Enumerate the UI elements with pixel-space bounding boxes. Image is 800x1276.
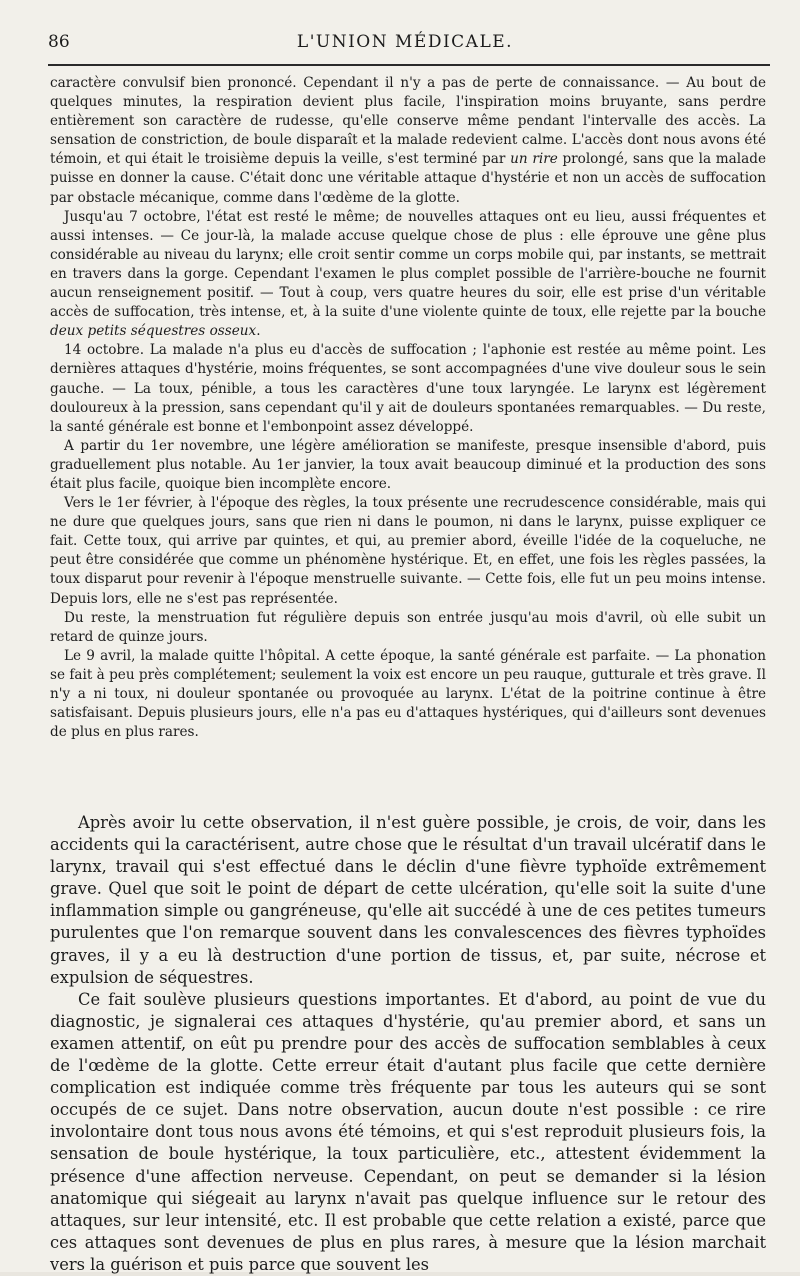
case-paragraph: A partir du 1er novembre, une légère amélioration se manifeste, presque insensible d'abord, puis graduellement plus notable. Au 1er janvier, la toux avait beaucoup diminué et la production des sons était plus facile, quoique bien incomplète encore. xyxy=(50,437,766,492)
commentary-paragraph: Ce fait soulève plusieurs questions importantes. Et d'abord, au point de vue du diagnostic, je signalerai ces attaques d'hystérie, qu'au premier abord, et sans un examen attentif, on eût pu prendre pour des accès de suffocation semblables à ceux de l'œdème de la glotte. Cette erreur était d'autant plus facile que cette dernière complication est indiquée comme très fréquente par tous les auteurs qui se sont occupés de ce sujet. Dans notre observation, aucun doute n'est possible : ce rire involontaire dont tous nous avons été témoins, et qui s'est reproduit plusieurs fois, la sensation de boule hystérique, la toux particulière, etc., attestent évidemment la présence d'une affection nerveuse. Cependant, on peut se demander si la lésion anatomique qui siégeait au larynx n'avait pas quelque influence sur le retour des attaques, sur leur intensité, etc. Il est probable que cette relation a existé, parce que ces attaques sont devenues de plus en plus rares, à mesure que la lésion marchait vers la guérison et puis parce que souvent les xyxy=(50,989,766,1274)
case-paragraph xyxy=(50,74,766,208)
italic-phrase: un rire xyxy=(510,151,558,168)
case-text: Jusqu'au 7 octobre, l'état est resté le même; de nouvelles attaques ont eu lieu, aussi fréquentes et aussi intenses. — Ce jour-là, la malade accuse quelque chose de plus : elle éprouve une gêne plus considérable au niveau du larynx; elle croit sentir comme un corps mobile qui, par instants, se mettrait en travers dans la gorge. Cependant l'examen le plus complet possible de l'arrière-bouche ne fournit aucun renseignement positif. — Tout à coup, vers quatre heures du soir, elle est prise d'un véritable accès de suffocation, très intense, et, à la suite d'une violente quinte de toux, elle rejette par la bouche xyxy=(50,208,766,321)
header-rule xyxy=(48,64,770,66)
page-header xyxy=(48,26,762,56)
case-paragraph: Du reste, la menstruation fut régulière depuis son entrée jusqu'au mois d'avril, où elle subit un retard de quinze jours. xyxy=(50,609,766,645)
case-text: caractère convulsif bien prononcé. Cependant il n'y a pas de perte de connaissance. — Au bout de quelques minutes, la respiration devient plus facile, l'inspiration moins bruyante, sans perdre entièrement son caractère de rudesse, qu'elle conserve même pendant l'intervalle des accès. La sensation de constriction, de boule disparaît et la malade redevient calme. L'accès dont nous avons été témoin, et qui était le troisième depuis la veille, s'est terminé par xyxy=(50,75,766,168)
commentary-section xyxy=(50,812,766,1276)
running-title: L'UNION MÉDICALE. xyxy=(296,32,514,52)
italic-phrase: deux petits séquestres osseux xyxy=(50,323,257,340)
case-paragraph xyxy=(50,208,766,342)
case-paragraph: Vers le 1er février, à l'époque des règles, la toux présente une recrudescence considérable, mais qui ne dure que quelques jours, sans que rien ni dans le poumon, ni dans le larynx, puisse expliquer ce fait. Cette toux, qui arrive par quintes, et qui, au premier abord, éveille l'idée de la coqueluche, ne peut être considérée que comme un phénomène hystérique. Et, en effet, une fois les règles passées, la toux disparut pour revenir à l'époque menstruelle suivante. — Cette fois, elle fut un peu moins intense. Depuis lors, elle ne s'est pas représentée. xyxy=(50,495,766,607)
case-report-section xyxy=(50,74,766,742)
commentary-paragraph: Après avoir lu cette observation, il n'est guère possible, je crois, de voir, dans les accidents qui la caractérisent, autre chose que le résultat d'un travail ulcératif dans le larynx, travail qui s'est effectué dans le déclin d'une fièvre typhoïde extrêmement grave. Quel que soit le point de départ de cette ulcération, qu'elle soit la suite d'une inflammation simple ou gangréneuse, qu'elle ait succédé à une de ces petites tumeurs purulentes que l'on remarque souvent dans les convalescences des fièvres typhoïdes graves, il y a eu là destruction d'une portion de tissus, et, par suite, nécrose et expulsion de séquestres. xyxy=(50,813,766,987)
case-paragraph: 14 octobre. La malade n'a plus eu d'accès de suffocation ; l'aphonie est restée au même point. Les dernières attaques d'hystérie, moins fréquentes, se sont accompagnées d'une vive douleur sous le sein gauche. — La toux, pénible, a tous les caractères d'une toux laryngée. Le larynx est légèrement douloureux à la pression, sans cependant qu'il y ait de douleurs spontanées remarquables. — Du reste, la santé générale est bonne et l'embonpoint assez développé. xyxy=(50,342,766,435)
page-number: 86 xyxy=(48,32,70,52)
case-text: prolongé, sans que la malade puisse en donner la cause. C'était donc une véritable attaque d'hystérie et non un accès de suffocation par obstacle mécanique, comme dans l'œdème de la glotte. xyxy=(50,151,766,206)
case-paragraph: Le 9 avril, la malade quitte l'hôpital. A cette époque, la santé générale est parfaite. — La phonation se fait à peu près complétement; seulement la voix est encore un peu rauque, gutturale et très grave. Il n'y a ni toux, ni douleur spontanée ou provoquée au larynx. L'état de la poitrine continue à être satisfaisant. Depuis plusieurs jours, elle n'a pas eu d'attaques hystériques, qui d'ailleurs sont devenues de plus en plus rares. xyxy=(50,647,766,741)
case-text: . xyxy=(256,323,261,340)
